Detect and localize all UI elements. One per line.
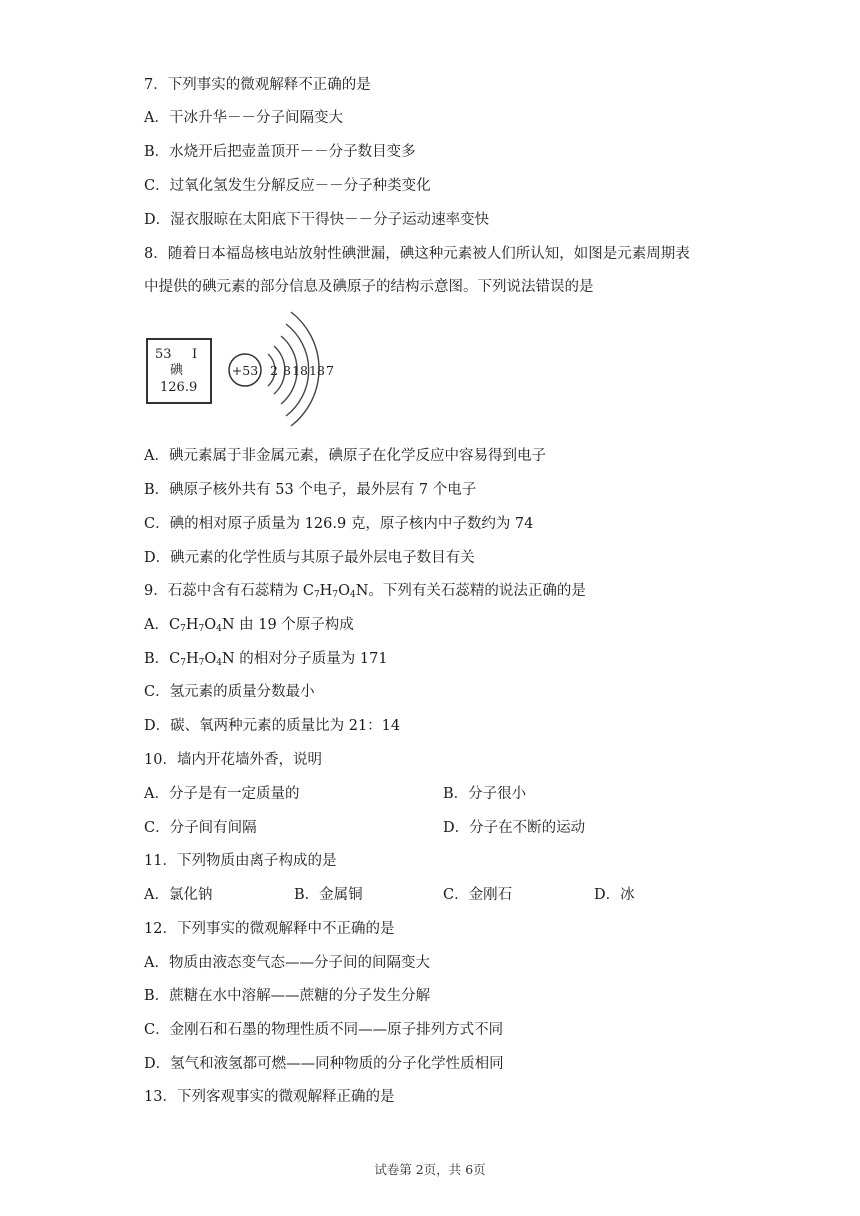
q12-option-c: C．金刚石和石墨的物理性质不同——原子排列方式不同 — [144, 1022, 504, 1038]
q8-option-c: C．碘的相对原子质量为 126.9 克，原子核内中子数约为 74 — [144, 516, 534, 532]
q9-option-a: A．$C_7H_7O_4N$ 由 19 个原子构成 — [144, 617, 354, 634]
q12-option-a: A．物质由液态变气态——分子间的间隔变大 — [144, 955, 430, 971]
q12-stem: 12．下列事实的微观解释中不正确的是 — [144, 921, 395, 937]
shell-electrons-4: 18 — [309, 363, 325, 378]
shell-electrons-5: 7 — [326, 363, 334, 378]
q11-option-b: B．金属铜 — [294, 887, 363, 903]
q8-option-a: A．碘元素属于非金属元素，碘原子在化学反应中容易得到电子 — [144, 448, 546, 464]
q10-option-b: B．分子很小 — [443, 786, 527, 802]
q8-option-d: D．碘元素的化学性质与其原子最外层电子数目有关 — [144, 550, 475, 566]
shell-electrons-1: 2 — [270, 363, 278, 378]
q7-option-a: A．干冰升华－－分子间隔变大 — [144, 110, 343, 126]
q11-option-d: D．冰 — [594, 887, 635, 903]
q8-stem-line1: 8．随着日本福岛核电站放射性碘泄漏，碘这种元素被人们所认知，如图是元素周期表 — [144, 246, 690, 262]
q11-option-c: C．金刚石 — [443, 887, 513, 903]
q8-stem-line2: 中提供的碘元素的部分信息及碘原子的结构示意图。下列说法错误的是 — [144, 279, 594, 295]
q7-option-d: D．湿衣服晾在太阳底下干得快－－分子运动速率变快 — [144, 212, 490, 228]
q9-option-d: D．碳、氧两种元素的质量比为 21：14 — [144, 718, 401, 734]
q10-option-d: D．分子在不断的运动 — [443, 820, 586, 836]
element-symbol: I — [192, 347, 198, 362]
q9-stem: 9．石蕊中含有石蕊精为 $C_7H_7O_4N$。下列有关石蕊精的说法正确的是 — [144, 583, 586, 600]
atomic-mass: 126.9 — [160, 380, 198, 395]
atom-structure-diagram — [144, 308, 344, 428]
shell-electrons-2: 8 — [283, 363, 291, 378]
element-name: 碘 — [170, 363, 184, 378]
q7-option-b: B．水烧开后把壶盖顶开－－分子数目变多 — [144, 144, 416, 160]
q12-option-b: B．蔗糖在水中溶解——蔗糖的分子发生分解 — [144, 988, 431, 1004]
q10-stem: 10．墙内开花墙外香，说明 — [144, 752, 322, 768]
q10-option-a: A．分子是有一定质量的 — [144, 786, 300, 802]
iodine-figure — [144, 308, 344, 428]
q10-option-c: C．分子间有间隔 — [144, 820, 257, 836]
q13-stem: 13．下列客观事实的微观解释正确的是 — [144, 1089, 395, 1105]
q12-option-d: D．氢气和液氢都可燃——同种物质的分子化学性质相同 — [144, 1056, 504, 1072]
q9-option-c: C．氢元素的质量分数最小 — [144, 684, 315, 700]
q7-stem: 7．下列事实的微观解释不正确的是 — [144, 77, 371, 93]
q11-option-a: A．氯化钠 — [144, 887, 213, 903]
q7-option-c: C．过氧化氢发生分解反应－－分子种类变化 — [144, 178, 431, 194]
nucleus-charge: +53 — [231, 363, 259, 378]
q9-option-b: B．$C_7H_7O_4N$ 的相对分子质量为 171 — [144, 651, 388, 668]
q8-option-b: B．碘原子核外共有 53 个电子，最外层有 7 个电子 — [144, 482, 477, 498]
shell-electrons-3: 18 — [292, 363, 308, 378]
q11-stem: 11．下列物质由离子构成的是 — [144, 853, 337, 869]
atomic-number: 53 — [155, 347, 172, 362]
page-footer: 试卷第 2页，共 6页 — [374, 1162, 486, 1177]
